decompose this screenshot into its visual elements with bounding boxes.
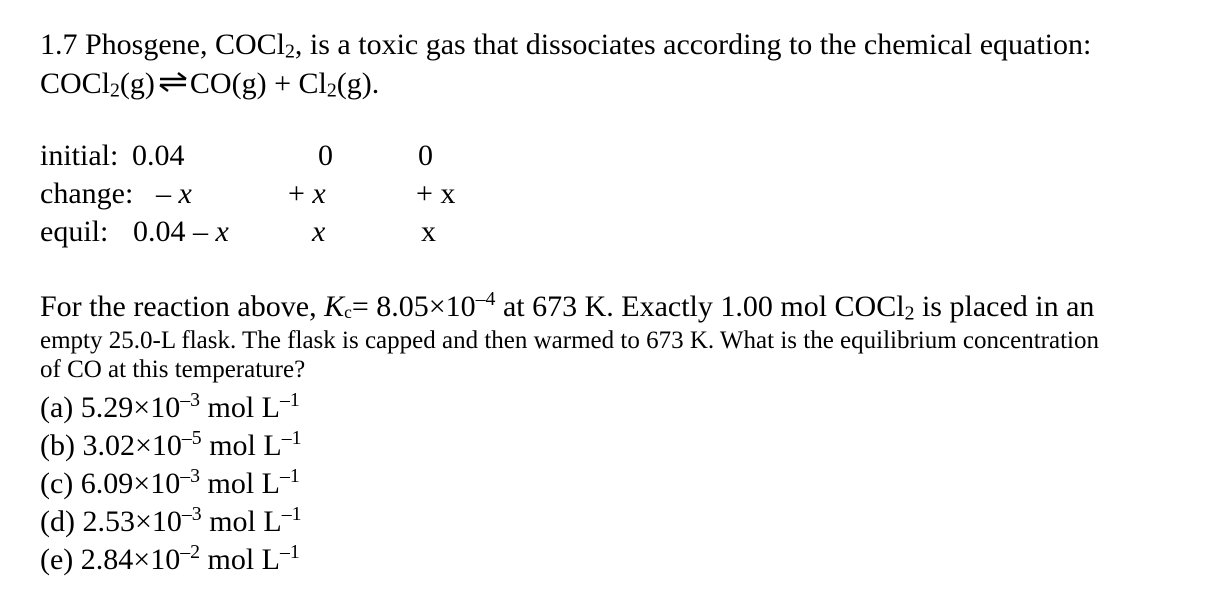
option-label: (a) (40, 391, 74, 424)
option-e[interactable] (40, 543, 300, 577)
option-a[interactable] (40, 391, 300, 425)
option-unit-exponent: –1 (281, 427, 302, 450)
option-mantissa: 6.09×10 (80, 467, 181, 500)
option-mantissa: 2.53×10 (82, 505, 182, 538)
chemical-equation (40, 67, 379, 101)
product-co-state: (g) (231, 67, 267, 100)
plus-sign: + (274, 67, 291, 100)
option-exponent: –2 (180, 541, 200, 564)
row-change-col3: + x (416, 177, 456, 210)
option-d[interactable] (40, 505, 301, 539)
option-unit-exponent: –1 (281, 503, 302, 526)
option-b[interactable] (40, 429, 301, 463)
question-line1-b: = 8.05×10 (351, 290, 476, 323)
option-label: (b) (40, 429, 75, 462)
row-change-col2-var: x (312, 177, 326, 210)
row-initial-label: initial: (40, 139, 119, 172)
equilibrium-arrow-icon (157, 72, 189, 92)
row-equil-col1 (133, 215, 229, 249)
reactant-state: (g) (119, 67, 155, 100)
row-equil-col2: x (312, 215, 326, 248)
reactant-subscript: 2 (110, 79, 120, 102)
option-unit-exponent: –1 (280, 541, 300, 564)
option-c[interactable] (40, 467, 300, 501)
option-unit: mol L (207, 467, 280, 500)
question-line1-c: at 673 K. Exactly 1.00 mol COCl (502, 290, 905, 323)
question-line-1 (40, 290, 1094, 324)
question-title (40, 28, 1091, 62)
product-co: CO (189, 67, 232, 100)
option-unit-exponent: –1 (280, 465, 300, 488)
option-unit: mol L (207, 543, 280, 576)
question-line1-a: For the reaction above, (40, 290, 317, 323)
row-change-col1-prefix: – (156, 177, 171, 210)
row-equil-col1-prefix: 0.04 – (133, 215, 208, 248)
title-subscript: 2 (285, 40, 295, 63)
row-equil-col1-var: x (215, 215, 229, 248)
kc-exponent: –4 (475, 288, 496, 311)
option-unit-exponent: –1 (280, 389, 300, 412)
question-number: 1.7 (40, 28, 78, 61)
row-equil-label: equil: (40, 215, 109, 248)
equation-period: . (371, 67, 380, 100)
title-text-b: , is a toxic gas that dissociates according to the chemical equation: (294, 28, 1092, 61)
option-exponent: –3 (180, 389, 200, 412)
kc-subscript: c (344, 302, 352, 323)
option-unit: mol L (207, 391, 280, 424)
row-change-label: change: (40, 177, 134, 210)
row-equil-col3: x (421, 215, 436, 248)
product-cl2-state: (g) (336, 67, 372, 100)
option-unit: mol L (209, 429, 282, 462)
option-label: (d) (40, 505, 75, 538)
option-mantissa: 2.84×10 (80, 543, 181, 576)
question-line1-d: is placed in an (921, 290, 1095, 323)
option-exponent: –5 (181, 427, 202, 450)
row-initial-col2: 0 (318, 139, 333, 172)
product-cl2-subscript: 2 (326, 79, 337, 102)
row-change-col2 (288, 177, 326, 211)
question-line1-subscript: 2 (904, 302, 915, 325)
row-change-col1 (156, 177, 192, 211)
row-initial-col3: 0 (418, 139, 433, 172)
question-line-3: of CO at this temperature? (40, 356, 306, 383)
question-line-2: empty 25.0-L flask. The flask is capped and then warmed to 673 K. What is the equilibrium concentration (40, 327, 1099, 354)
option-label: (e) (40, 543, 74, 576)
row-change-col1-var: x (178, 177, 192, 210)
row-change-col2-prefix: + (288, 177, 305, 210)
option-label: (c) (40, 467, 74, 500)
option-unit: mol L (209, 505, 282, 538)
option-exponent: –3 (180, 465, 200, 488)
option-exponent: –3 (181, 503, 202, 526)
option-mantissa: 3.02×10 (82, 429, 182, 462)
product-cl2: Cl (298, 67, 327, 100)
option-mantissa: 5.29×10 (80, 391, 181, 424)
reactant: COCl (40, 67, 111, 100)
row-initial-col1: 0.04 (132, 139, 185, 172)
title-text-a: Phosgene, COCl (85, 28, 286, 61)
kc-symbol: K (324, 290, 345, 323)
